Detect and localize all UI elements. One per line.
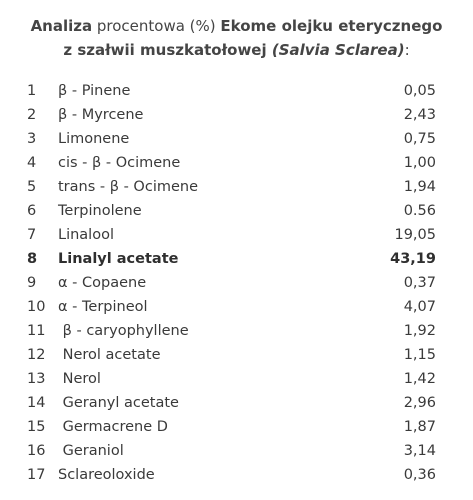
percentage-value: 43,19	[390, 251, 436, 267]
row-number: 3	[27, 131, 37, 147]
compound-name: cis - β - Ocimene	[58, 155, 181, 171]
row-number: 13	[27, 371, 46, 387]
table-row	[0, 127, 473, 151]
composition-table	[0, 79, 473, 487]
heading-line-2	[0, 38, 473, 62]
compound-name: Linalool	[58, 227, 114, 243]
compound-name: Germacrene D	[58, 419, 168, 435]
heading-line-1	[0, 14, 473, 38]
row-number: 17	[27, 467, 46, 483]
compound-name: Linalyl acetate	[58, 251, 179, 267]
compound-name: trans - β - Ocimene	[58, 179, 199, 195]
table-row	[0, 223, 473, 247]
table-row	[0, 415, 473, 439]
table-row	[0, 247, 473, 271]
percentage-value: 2,96	[403, 395, 436, 411]
percentage-value: 1,92	[403, 323, 436, 339]
table-row	[0, 103, 473, 127]
percentage-value: 19,05	[394, 227, 436, 243]
percentage-value: 0,05	[403, 83, 436, 99]
table-row	[0, 175, 473, 199]
percentage-value: 0.56	[403, 203, 436, 219]
heading-normal-text: procentowa (%)	[92, 17, 221, 35]
percentage-value: 1,15	[403, 347, 436, 363]
table-row	[0, 79, 473, 103]
compound-name: Geraniol	[58, 443, 124, 459]
table-row	[0, 439, 473, 463]
table-row	[0, 367, 473, 391]
compound-name: Limonene	[58, 131, 130, 147]
table-row	[0, 343, 473, 367]
table-row	[0, 295, 473, 319]
percentage-value: 0,36	[403, 467, 436, 483]
row-number: 4	[27, 155, 37, 171]
row-number: 15	[27, 419, 46, 435]
percentage-value: 1,42	[403, 371, 436, 387]
table-row	[0, 199, 473, 223]
percentage-value: 1,87	[403, 419, 436, 435]
compound-name: β - caryophyllene	[58, 323, 189, 339]
row-number: 2	[27, 107, 37, 123]
heading-bold-text-2: Ekome olejku eterycznego	[220, 17, 443, 35]
row-number: 6	[27, 203, 37, 219]
compound-name: β - Myrcene	[58, 107, 144, 123]
row-number: 5	[27, 179, 37, 195]
compound-name: α - Copaene	[58, 275, 147, 291]
row-number: 10	[27, 299, 46, 315]
row-number: 7	[27, 227, 37, 243]
row-number: 8	[27, 251, 38, 267]
percentage-value: 0,37	[403, 275, 436, 291]
table-row	[0, 463, 473, 487]
heading-bold-text-3: z szałwii muszkatołowej	[63, 41, 272, 59]
compound-name: Sclareoloxide	[58, 467, 155, 483]
compound-name: Nerol acetate	[58, 347, 161, 363]
heading-end-text: :	[404, 41, 410, 59]
compound-name: Nerol	[58, 371, 101, 387]
row-number: 16	[27, 443, 46, 459]
row-number: 14	[27, 395, 46, 411]
percentage-value: 1,94	[403, 179, 436, 195]
percentage-value: 2,43	[403, 107, 436, 123]
table-row	[0, 319, 473, 343]
compound-name: β - Pinene	[58, 83, 131, 99]
heading-bold-text: Analiza	[30, 17, 93, 35]
row-number: 11	[27, 323, 46, 339]
compound-name: α - Terpineol	[58, 299, 148, 315]
row-number: 12	[27, 347, 46, 363]
percentage-value: 3,14	[403, 443, 436, 459]
table-row	[0, 391, 473, 415]
heading-italic-text: (Salvia Sclarea)	[271, 41, 405, 59]
compound-name: Geranyl acetate	[58, 395, 179, 411]
percentage-value: 4,07	[403, 299, 436, 315]
row-number: 9	[27, 275, 37, 291]
heading	[0, 14, 473, 62]
row-number: 1	[27, 83, 37, 99]
compound-name: Terpinolene	[58, 203, 142, 219]
table-row	[0, 271, 473, 295]
percentage-value: 0,75	[403, 131, 436, 147]
table-row	[0, 151, 473, 175]
percentage-value: 1,00	[403, 155, 436, 171]
